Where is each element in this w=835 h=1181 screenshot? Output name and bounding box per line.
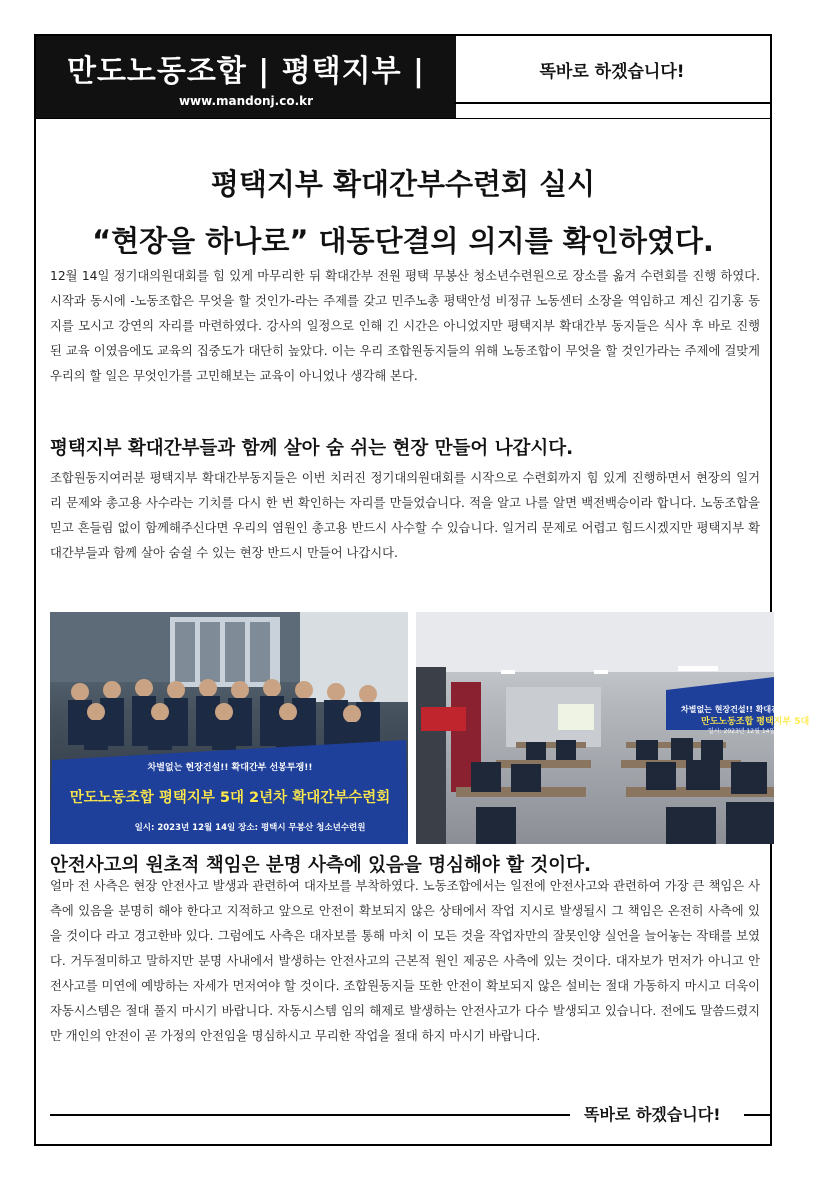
group-photo-illustration bbox=[50, 612, 408, 844]
training-room-illustration bbox=[416, 612, 810, 844]
masthead-title: 만도노동조합 | 평택지부 | bbox=[66, 54, 426, 89]
room-banner-date: 일시: 2023년 12월 14일 장소: bbox=[708, 728, 791, 735]
header-divider bbox=[36, 118, 770, 119]
room-banner-small: 차별없는 현장건설!! 확대간부 bbox=[681, 705, 787, 714]
banner bbox=[50, 740, 408, 844]
header-slogan: 똑바로 하겠습니다! bbox=[454, 36, 770, 104]
banner-top-text: 차별없는 현장건설!! 확대간부 선봉투쟁!! bbox=[147, 763, 313, 773]
section-paragraph: 조합원동지여러분 평택지부 확대간부동지들은 이번 치러진 정기대의원대회를 시작으로 수련회까지 힘 있게 진행하면서 현장의 일거리 문제와 총고용 사수라는 기치를 다시 한 번 확인하는 자리를 만들었습니다. 적을 알고 나를 알면 백전백승이라 합니다. 노동조합을 믿고 흔들림 없이 함께해주신다면 우리의 염원인 총고용 반드시 사수할 수 있습니다. 일거리 문제로 어렵고 힘드시겠지만 평택지부 확대간부들과 함께 살아 숨쉴 수 있는 현장 반드시 만들어 나갑시다. bbox=[50, 471, 760, 560]
footer-slogan: 똑바로 하겠습니다! bbox=[584, 1105, 721, 1124]
group-photo bbox=[50, 612, 408, 844]
section-heading: 평택지부 확대간부들과 함께 살아 숨 쉬는 현장 만들어 나갑시다. bbox=[50, 438, 574, 459]
banner-main-text: 만도노동조합 평택지부 5대 2년차 확대간부수련회 bbox=[69, 790, 391, 806]
website-url: www.mandonj.co.kr bbox=[178, 94, 314, 108]
safety-heading: 안전사고의 원초적 책임은 분명 사측에 있음을 명심해야 할 것이다. bbox=[50, 855, 592, 876]
newsletter-frame bbox=[34, 34, 810, 1146]
safety-paragraph: 얼마 전 사측은 현장 안전사고 발생과 관련하여 대자보를 부착하였다. 노동조합에서는 일전에 안전사고와 관련하여 가장 큰 책임은 사측에 있음을 분명히 해야 한다고 지적하고 앞으로 안전이 확보되지 않은 상태에서 작업 지시로 발생될시 그 책임은 온전히 사측에 있을 것이다 라고 경고한바 있다. 그럼에도 사측은 대자보를 통해 마치 이 모든 것을 작업자만의 잘못인양 실언을 늘어놓는 작태를 보였다. 거두절미하고 말하지만 분명 사내에서 발생하는 안전사고의 근본적 원인 제공은 사측에 있는 것이다. 대자보가 먼저가 아니고 안전사고를 미연에 예방하는 자세가 먼저여야 할 것이다. 조합원동지들 또한 안전이 확보되지 않은 설비는 절대 가동하지 마시고 더욱이 자동시스템은 절대 풀지 마시기 바랍니다. 자동시스템 임의 해제로 발생하는 안전사고가 다수 발생되고 있습니다. 전에도 말씀드렸지만 개인의 안전이 곧 가정의 안전임을 명심하시고 무리한 작업을 절대 하지 마시기 바랍니다. bbox=[50, 879, 760, 1043]
training-room-photo bbox=[416, 612, 810, 844]
footer-rule-right bbox=[744, 1114, 772, 1116]
banner-bottom-text: 일시: 2023년 12월 14일 장소: 평택시 무봉산 청소년수련원 bbox=[134, 823, 366, 833]
footer-rule-left bbox=[50, 1114, 570, 1116]
masthead bbox=[36, 36, 456, 118]
subheadline: “현장을 하나로” 대동단결의 의지를 확인하였다. bbox=[92, 224, 714, 258]
headline: 평택지부 확대간부수련회 실시 bbox=[210, 167, 596, 201]
room-banner-main: 만도노동조합 평택지부 5대 bbox=[701, 717, 810, 727]
intro-paragraph: 12월 14일 정기대의원대회를 힘 있게 마무리한 뒤 확대간부 전원 평택 무봉산 청소년수련원으로 장소를 옮겨 수련회를 진행 하였다. 시작과 동시에 -노동조합은 무엇을 할 것인가-라는 주제를 갖고 민주노총 평택안성 비정규 노동센터 소장을 역임하고 계신 김기홍 동지를 모시고 강연의 자리를 마련하였다. 강사의 일정으로 인해 긴 시간은 아니었지만 평택지부 확대간부 동지들은 식사 후 바로 진행된 교육 이였음에도 교육의 집중도가 대단히 높았다. 이는 우리 조합원동지들의 위해 노동조합이 무엇을 할 것인가라는 주제에 걸맞게 우리의 할 일은 무엇인가를 고민해보는 교육이 아니었나 생각해 본다. bbox=[50, 269, 760, 383]
